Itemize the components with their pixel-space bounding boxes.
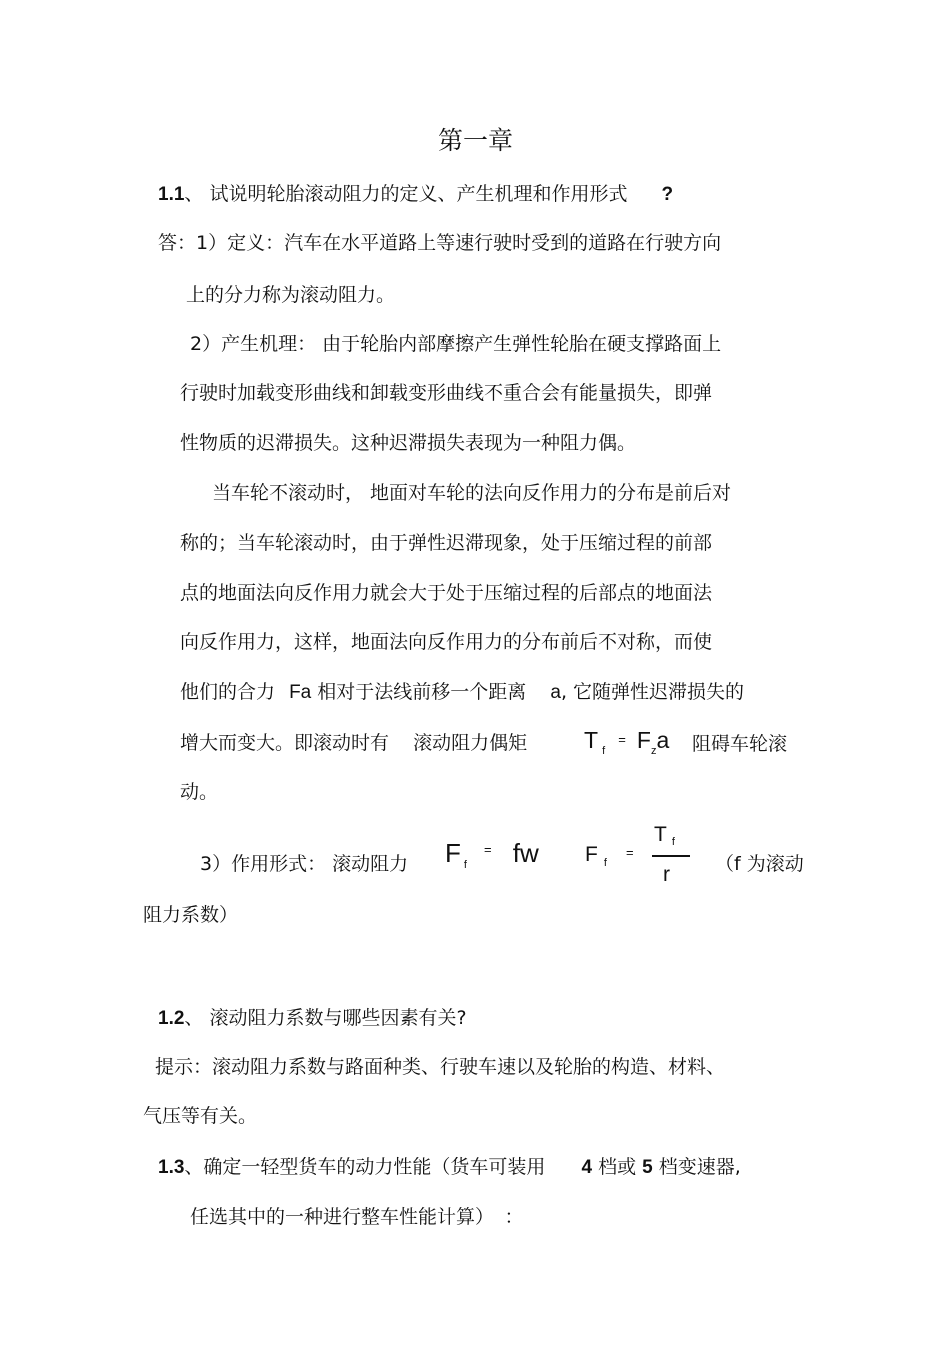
question-1-3 xyxy=(158,1154,741,1181)
symbol-F: F xyxy=(636,727,651,753)
question-text: 档或 xyxy=(598,1156,637,1178)
symbol-fw: fw xyxy=(512,838,539,868)
equals-sign: = xyxy=(625,845,634,860)
answer-line: 上的分力称为滚动阻力。 xyxy=(186,284,396,306)
symbol-T: T xyxy=(654,823,667,846)
fraction-denominator: r xyxy=(663,863,670,886)
text-segment: 他们的合力 xyxy=(180,681,276,703)
symbol-F: F xyxy=(585,843,598,866)
answer-line: 3）作用形式： 滚动阻力 xyxy=(200,853,409,875)
question-text: 任选其中的一种进行整车性能计算） xyxy=(190,1206,485,1228)
answer-line xyxy=(180,730,527,756)
symbol-a: a xyxy=(656,727,670,753)
subscript-z: z xyxy=(650,745,657,757)
question-text: 、 试说明轮胎滚动阻力的定义、产生机理和作用形式 xyxy=(184,183,628,205)
fraction-bar xyxy=(652,855,690,857)
text-segment: 增大而变大。即滚动时有 xyxy=(180,732,390,754)
formula-tf xyxy=(584,727,669,757)
text-segment: 滚动阻力偶矩 xyxy=(413,732,528,754)
subscript-f: f xyxy=(671,836,675,848)
answer-line xyxy=(180,679,744,706)
formula-ff-tr xyxy=(585,843,634,869)
question-mark: ? xyxy=(661,184,674,205)
text-segment: （f 为滚动 xyxy=(715,853,804,875)
fraction-numerator xyxy=(654,823,675,848)
subscript-f: f xyxy=(463,859,467,871)
answer-line: 向反作用力，这样，地面法向反作用力的分布前后不对称，而使 xyxy=(180,631,713,653)
symbol-fa: Fa xyxy=(289,682,312,703)
symbol-a: a xyxy=(550,682,561,703)
answer-line: 当车轮不滚动时， 地面对车轮的法向反作用力的分布是前后对 xyxy=(212,482,732,504)
answer-line: 2）产生机理： 由于轮胎内部摩擦产生弹性轮胎在硬支撑路面上 xyxy=(190,333,722,355)
subscript-f: f xyxy=(602,745,606,757)
hint-line: 提示：滚动阻力系数与路面种类、行驶车速以及轮胎的构造、材料、 xyxy=(155,1056,726,1078)
colon: ： xyxy=(504,1206,524,1228)
hint-line: 气压等有关。 xyxy=(143,1105,258,1127)
question-text: 、确定一轻型货车的动力性能（货车可装用 xyxy=(184,1156,546,1178)
question-number: 1.2 xyxy=(158,1008,185,1029)
formula-ff-fw xyxy=(445,838,539,871)
question-line xyxy=(190,1204,524,1230)
question-number: 1.1 xyxy=(158,184,185,205)
answer-line: 答：1）定义：汽车在水平道路上等速行驶时受到的道路在行驶方向 xyxy=(158,232,722,254)
gear-count-4: 4 xyxy=(581,1157,593,1178)
equals-sign: = xyxy=(484,842,492,857)
question-text: 、 滚动阻力系数与哪些因素有关? xyxy=(184,1007,467,1029)
symbol-T: T xyxy=(584,727,599,753)
text-segment: , 它随弹性迟滞损失的 xyxy=(560,681,745,703)
symbol-F: F xyxy=(445,838,461,868)
text-segment: 阻碍车轮滚 xyxy=(692,733,788,755)
answer-line: 称的；当车轮滚动时，由于弹性迟滞现象，处于压缩过程的前部 xyxy=(180,532,713,554)
question-1-1 xyxy=(158,181,673,208)
gear-count-5: 5 xyxy=(642,1157,653,1178)
answer-line: 行驶时加载变形曲线和卸载变形曲线不重合会有能量损失，即弹 xyxy=(180,382,713,404)
question-text: 档变速器, xyxy=(658,1156,741,1178)
question-number: 1.3 xyxy=(158,1157,185,1178)
answer-line: 点的地面法向反作用力就会大于处于压缩过程的后部点的地面法 xyxy=(180,582,713,604)
answer-line: 阻力系数） xyxy=(143,904,239,926)
question-1-2 xyxy=(158,1005,467,1032)
equals-sign: = xyxy=(618,732,626,747)
answer-line: 动。 xyxy=(180,781,219,803)
chapter-title: 第一章 xyxy=(438,126,514,155)
answer-line: 性物质的迟滞损失。这种迟滞损失表现为一种阻力偶。 xyxy=(180,432,637,454)
text-segment: 相对于法线前移一个距离 xyxy=(317,681,527,703)
subscript-f: f xyxy=(603,857,607,869)
